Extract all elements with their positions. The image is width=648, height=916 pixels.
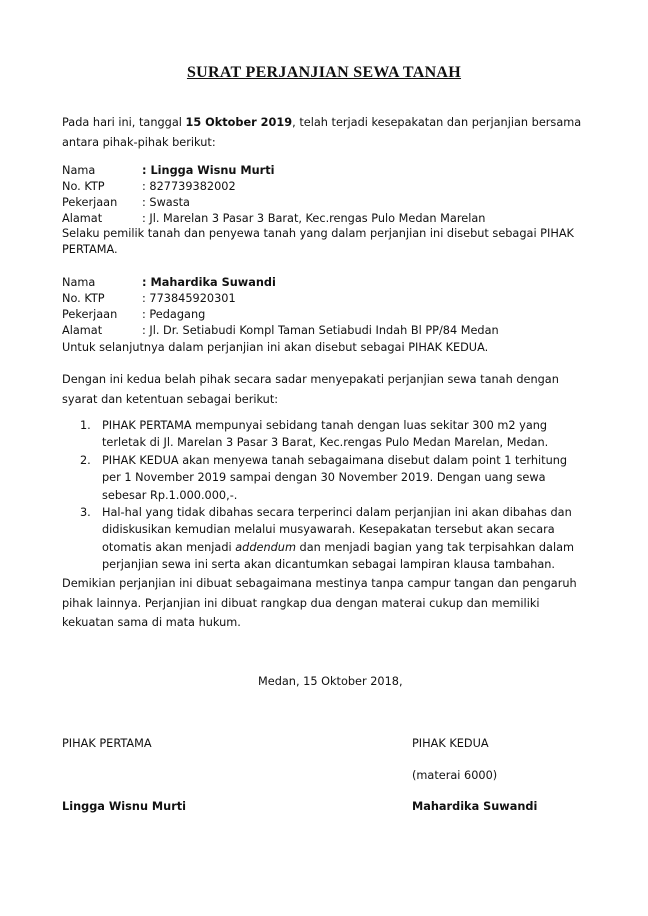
signature-left-name: Lingga Wisnu Murti	[62, 800, 187, 813]
closing-paragraph: Demikian perjanjian ini dibuat sebagaimana mestinya tanpa campur tangan dan pengaruh pihak lainnya. Perjanjian ini dibuat rangkap dua dengan materai cukup dan memiliki kekuatan sama di mata hukum.	[62, 577, 577, 629]
pihak1-ktp: : 827739382002	[142, 180, 236, 193]
clause-number: 3.	[80, 506, 91, 520]
label-ktp: No. KTP	[62, 292, 105, 305]
pihak1-nama: : Lingga Wisnu Murti	[142, 164, 275, 177]
pihak2-ktp-row	[62, 291, 236, 307]
clause-text-cont: dan menjadi bagian yang tak terpisahkan dalam perjanjian sewa ini serta akan dicantumkan sebagai lampiran klausa tambahan.	[102, 540, 575, 572]
label-ktp: No. KTP	[62, 180, 105, 193]
pihak2-alamat: : Jl. Dr. Setiabudi Kompl Taman Setiabudi Indah Bl PP/84 Medan	[142, 324, 499, 337]
label-pekerjaan: Pekerjaan	[62, 196, 118, 209]
clause-item	[80, 452, 580, 504]
clause-item	[80, 417, 580, 452]
pihak2-alamat-row	[62, 323, 499, 339]
label-pekerjaan: Pekerjaan	[62, 308, 118, 321]
label-nama: Nama	[62, 164, 96, 177]
pihak1-alamat: : Jl. Marelan 3 Pasar 3 Barat, Kec.rengas Pulo Medan Marelan	[142, 212, 486, 225]
pihak1-note: Selaku pemilik tanah dan penyewa tanah yang dalam perjanjian ini disebut sebagai PIHAK PERTAMA.	[62, 227, 574, 256]
clause-item	[80, 504, 580, 574]
clause-number: 1.	[80, 419, 91, 432]
clause-number: 2.	[80, 453, 91, 467]
pihak1-nama-row	[62, 163, 275, 179]
pihak2-pekerjaan: : Pedagang	[142, 308, 206, 321]
pihak2-pekerjaan-row	[62, 307, 205, 323]
pihak2-nama-row	[62, 275, 276, 291]
pihak2-ktp: : 773845920301	[142, 292, 236, 305]
document-title: SURAT PERJANJIAN SEWA TANAH	[186, 64, 462, 81]
signature-right-name: Mahardika Suwandi	[412, 800, 538, 813]
clause-text: PIHAK PERTAMA mempunyai sebidang tanah dengan luas sekitar 300 m2 yang terletak di Jl. Marelan 3 Pasar 3 Barat, Kec.rengas Pulo Medan Marelan, Medan.	[102, 419, 549, 450]
place-date: Medan, 15 Oktober 2018,	[258, 675, 403, 688]
pihak2-note: Untuk selanjutnya dalam perjanjian ini akan disebut sebagai PIHAK KEDUA.	[62, 341, 489, 354]
label-alamat: Alamat	[62, 324, 103, 337]
signature-right-title: PIHAK KEDUA	[412, 737, 489, 750]
materai-label: (materai 6000)	[412, 769, 498, 782]
intro-paragraph	[62, 113, 582, 152]
signature-left-title: PIHAK PERTAMA	[62, 737, 152, 750]
label-alamat: Alamat	[62, 212, 103, 225]
pihak1-alamat-row	[62, 211, 485, 227]
label-nama: Nama	[62, 276, 96, 289]
intro-after: , telah terjadi kesepakatan dan perjanjian bersama antara pihak-pihak berikut:	[62, 116, 582, 149]
pihak1-pekerjaan: : Swasta	[142, 196, 190, 209]
clause-italic-term: addendum	[235, 540, 296, 554]
agreement-intro: Dengan ini kedua belah pihak secara sadar menyepakati perjanjian sewa tanah dengan syarat dan ketentuan sebagai berikut:	[62, 373, 559, 406]
clause-text: Hal-hal yang tidak dibahas secara terperinci dalam perjanjian ini akan dibahas dan didiskusikan kemudian melalui musyawarah. Kesepakatan tersebut akan secara otomatis akan menjadi	[102, 506, 572, 554]
intro-before: Pada hari ini, tanggal	[62, 116, 186, 129]
clause-text: PIHAK KEDUA akan menyewa tanah sebagaimana disebut dalam point 1 terhitung per 1 November 2019 sampai dengan 30 November 2019. Dengan uang sewa sebesar Rp.1.000.000,-.	[102, 453, 568, 502]
clause-list	[80, 417, 580, 574]
pihak1-ktp-row	[62, 179, 236, 195]
pihak2-nama: : Mahardika Suwandi	[142, 276, 276, 289]
intro-date: 15 Oktober 2019	[185, 116, 293, 129]
pihak1-pekerjaan-row	[62, 195, 190, 211]
